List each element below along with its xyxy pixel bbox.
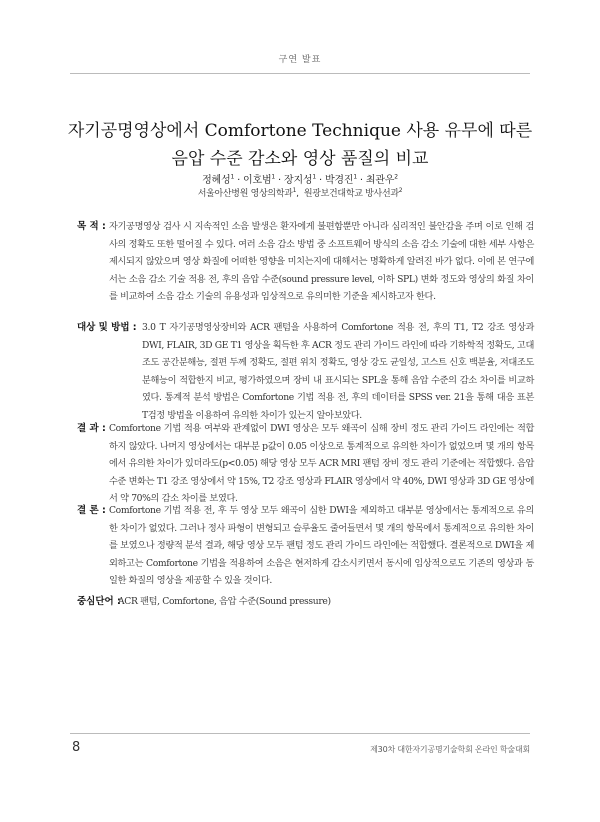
author-list: 정혜성$^1$ · 이호범$^1$ · 장지성$^1$ · 박경진$^1$ · 최관우$^2$ [202,173,398,186]
header-divider [70,73,530,74]
author-affil-mark: 1 [353,173,357,181]
keywords-label: 중심단어 : [77,596,121,607]
author-name: 최관우 [365,175,395,186]
paper-title [60,117,540,173]
purpose-text: 자기공명영상 검사 시 지속적인 소음 발생은 환자에게 불편함뿐만 아니라 심리적인 불안감을 주며 이로 인해 검사의 정확도 또한 떨어질 수 있다. 여러 소음 감소 방법 중 소프트웨어 방식의 소음 감소 기술에 대한 세부 사항은 제시되지 않았으며 영상 화질에 어떠한 영향을 미치는지에 대해서는 명확하게 알려진 바가 없다. 이에 본 연구에서는 소음 감소 기술 적용 전, 후의 음압 수준(sound pressure level, 이하 SPL) 변화 정도와 영상의 화질 차이를 비교하여 소음 감소 기술의 유용성과 임상적으로 유의미한 기준을 제시하고자 한다. [109,221,534,303]
conclusion-label: 결 론 : [77,505,106,516]
affiliation-name: 서울아산병원 영상의학과 [197,189,293,199]
methods-section [78,319,534,425]
author-affil-mark: 2 [394,173,398,181]
affiliation-name: 원광보건대학교 방사선과 [303,189,399,199]
affiliation-mark: 2 [398,187,403,194]
conclusion-section [78,502,534,590]
author-name: 장지성 [283,175,313,186]
title-line-1: 자기공명영상에서 Comfortone Technique 사용 유무에 따른 [67,121,533,141]
event-name: 제30차 대한자기공명기술학회 온라인 학술대회 [370,745,530,754]
keywords-section [78,593,534,611]
title-line-2: 음압 수준 감소와 영상 품질의 비교 [171,149,429,169]
author-name: 정혜성 [202,175,231,186]
methods-label: 대상 및 방법 : [77,322,137,333]
author-affil-mark: 1 [312,173,316,181]
page-number: 8 [72,740,81,755]
author-name: 박경진 [324,175,354,186]
conclusion-text: Comfortone 기법 적용 전, 후 두 영상 모두 왜곡이 심한 DWI을 제외하고 대부분 영상에서는 통계적으로 유의한 차이가 없었다. 그러나 정사 파형이 변형되고 슬루율도 줄어들면서 몇 개의 항목에서 통계적으로 유의한 차이를 보였으나 정량적 분석 결과, 해당 영상 모두 팬텀 정도 관리 가이드 라인에는 적합했다. 결론적으로 DWI을 제외하고는 Comfortone 기법을 적용하여 소음은 현저하게 감소시키면서 동시에 임상적으로도 기존의 영상과 동일한 화질의 영상을 제공할 수 있을 것이다. [109,505,534,587]
results-label: 결 과 : [77,423,106,434]
author-name: 이호범 [243,175,272,186]
author-affil-mark: 1 [271,173,276,181]
footer-divider [70,733,530,734]
results-text: Comfortone 기법 적용 여부와 관계없이 DWI 영상은 모두 왜곡이 심해 장비 정도 관리 가이드 라인에는 적합하지 않았다. 나머지 영상에서는 대부분 p값이 0.05 이상으로 통계적으로 유의한 차이가 없었으며 몇 개의 항목에서 유의한 차이가 있더라도(p<0.05) 해당 영상 모두 ACR MRI 팬텀 장비 정도 관리 기준에는 적합했다. 음압 수준 변화는 T1 강조 영상에서 약 15%, T2 강조 영상과 FLAIR 영상에서 약 40%, DWI 영상과 3D GE 영상에서 약 70%의 감소 차이를 보였다. [109,423,534,505]
methods-text: 3.0 T 자기공명영상장비와 ACR 팬텀을 사용하여 Comfortone 적용 전, 후의 T1, T2 강조 영상과 DWI, FLAIR, 3D GE T1 영상을 획득한 후 ACR 정도 관리 가이드 라인에 따라 기하학적 정확도, 고대조도 공간분해능, 절편 두께 정확도, 절편 위치 정확도, 영상 강도 균일성, 고스트 신호 백분율, 저대조도 분해능이 적합한지 비교, 평가하였으며 장비 내 표시되는 SPL을 통해 음압 수준의 감소 차이를 비교하였다. 통계적 분석 방법은 Comfortone 기법 적용 전, 후의 데이터를 SPSS ver. 21을 통해 대응 표본 T검정 방법을 이용하여 유의한 차이가 있는지 알아보았다. [142,322,534,421]
purpose-section [78,218,534,306]
results-section [78,420,534,508]
author-affil-mark: 1 [230,173,235,181]
affiliation-mark: 1 [292,187,297,194]
keywords-text: ACR 팬텀, Comfortone, 음압 수준(Sound pressure) [118,596,331,607]
affiliation-list: 서울아산병원 영상의학과$^1$, 원광보건대학교 방사선과$^2$ [197,187,403,199]
purpose-label: 목 적 : [77,221,106,232]
section-label: 구연 발표 [278,55,322,65]
